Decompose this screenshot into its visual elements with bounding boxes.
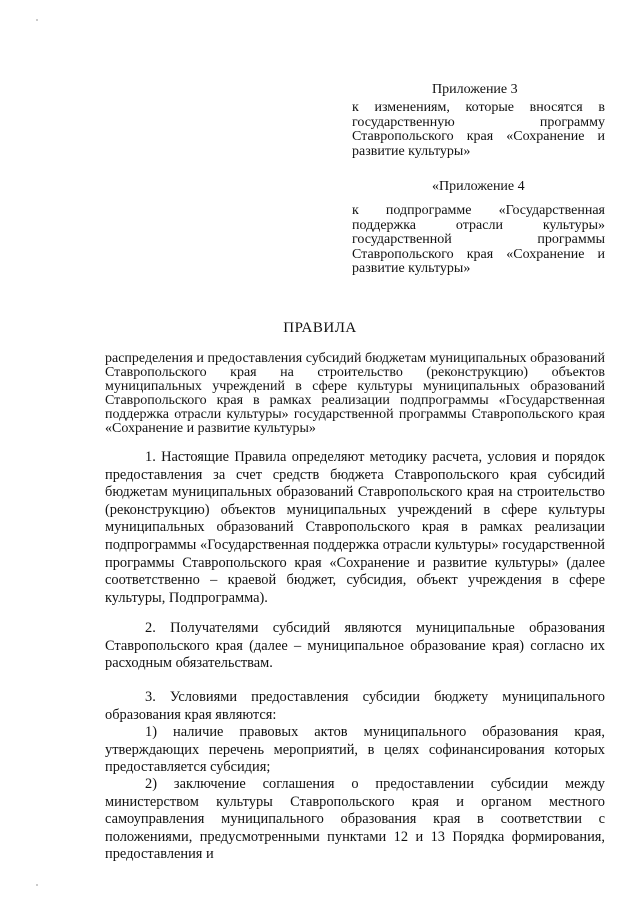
document-subtitle: распределения и предоставления субсидий бюджетам муниципальных образований Ставропольского края на строительство (реконструкцию) объектов муниципальных учреждений в сфере культуры муниципальных образований Ставропольского края в рамках реализации подпрограммы «Государственная поддержка отрасли культуры» государственной программы Ставропольского края «Сохранение и развитие культуры» [105,351,605,436]
subitem-2: 2) заключение соглашения о предоставлении субсидии между министерством культуры Ставропольского края и органом местного самоуправления муниципального образования края в соответствии с положениями, предусмотренными пунктами 12 и 13 Порядка формирования, предоставления и [105,776,605,863]
scan-speck [36,19,38,21]
subitem-1: 1) наличие правовых актов муниципального образования края, утверждающих перечень мероприятий, в целях софинансирования которых предоставляется субсидия; [105,724,605,776]
appendix-4-title: «Приложение 4 [432,179,525,194]
appendix-4-text: к подпрограмме «Государственная поддержка отрасли культуры» государственной программы Ставропольского края «Сохранение и развитие культуры» [352,203,605,276]
paragraph-1: 1. Настоящие Правила определяют методику расчета, условия и порядок предоставления за счет средств бюджета Ставропольского края субсидий бюджетам муниципальных образований Ставропольского края на строительство (реконструкцию) объектов муниципальных учреждений в сфере культуры муниципальных образований Ставропольского края в рамках реализации подпрограммы «Государственная поддержка отрасли культуры» государственной программы Ставропольского края «Сохранение и развитие культуры» (далее соответственно – краевой бюджет, субсидия, объект учреждения в сфере культуры, Подпрограмма). [105,449,605,606]
appendix-3-text: к изменениям, которые вносятся в государственную программу Ставропольского края «Сохранение и развитие культуры» [352,100,605,159]
appendix-3-title: Приложение 3 [432,82,518,97]
paragraph-2: 2. Получателями субсидий являются муниципальные образования Ставропольского края (далее – муниципальное образование края) согласно их расходным обязательствам. [105,620,605,672]
paragraph-3: 3. Условиями предоставления субсидии бюджету муниципального образования края являются: [105,689,605,723]
document-title: ПРАВИЛА [283,320,357,336]
scan-speck [36,884,38,886]
